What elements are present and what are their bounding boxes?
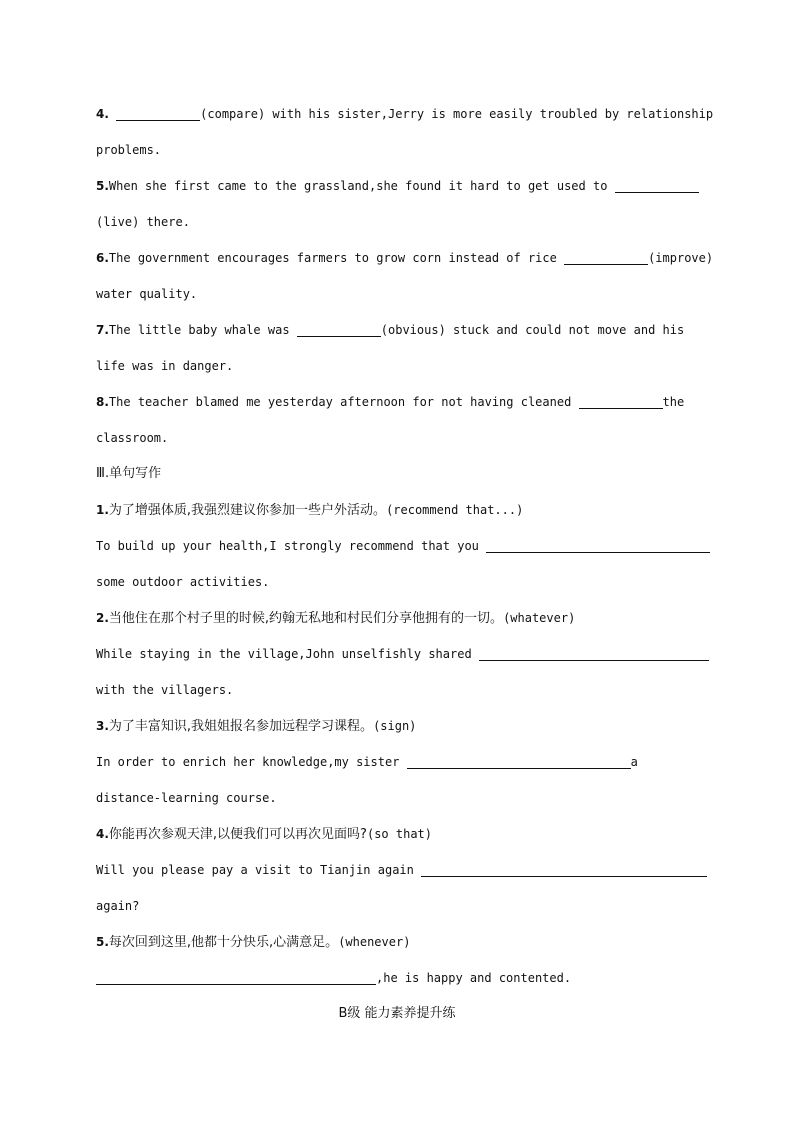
chinese-prompt: 你能再次参观天津,以便我们可以再次见面吗? [108, 827, 367, 842]
item-4-line1 [96, 96, 714, 132]
chinese-prompt: 当他住在那个村子里的时候,约翰无私地和村民们分享他拥有的一切。 [108, 611, 504, 626]
writing-4-line1 [96, 852, 706, 888]
writing-4-prompt [96, 816, 706, 852]
item-text: To build up your health,I strongly recommend that you [96, 539, 487, 553]
item-6-line1 [96, 240, 714, 276]
hint-text: (whenever) [338, 935, 411, 949]
answer-blank[interactable] [407, 754, 631, 769]
item-text-after: ,he is happy and contented. [376, 971, 572, 985]
item-text-after: (obvious) stuck and could not move and his [380, 323, 685, 337]
section-heading: Ⅲ.单句写作 [96, 466, 162, 481]
item-text: water quality. [96, 287, 198, 301]
answer-blank[interactable] [579, 394, 663, 409]
item-text: life was in danger. [96, 359, 234, 373]
section-footer-title: B级 能力素养提升练 [338, 1006, 456, 1021]
item-text: classroom. [96, 431, 169, 445]
item-text-after: the [662, 395, 685, 409]
writing-1-line2 [96, 564, 706, 600]
item-number: 4. [96, 827, 109, 841]
item-7-line2 [96, 348, 706, 384]
writing-2-line1 [96, 636, 706, 672]
item-text-after: (improve) [648, 251, 714, 265]
item-5-line1 [96, 168, 706, 204]
chinese-prompt: 为了增强体质,我强烈建议你参加一些户外活动。 [108, 503, 387, 518]
item-number: 5. [96, 179, 109, 193]
writing-4-line2 [96, 888, 706, 924]
answer-blank[interactable] [297, 322, 381, 337]
item-text: In order to enrich her knowledge,my sister [96, 755, 407, 769]
hint-text: (sign) [373, 719, 417, 733]
item-text: The government encourages farmers to grow corn instead of rice [108, 251, 565, 265]
writing-1-line1 [96, 528, 706, 564]
answer-blank[interactable] [421, 862, 707, 877]
item-text: Will you please pay a visit to Tianjin again [96, 863, 422, 877]
item-number: 3. [96, 719, 109, 733]
item-number: 1. [96, 503, 109, 517]
hint-text: (so that) [366, 827, 432, 841]
item-number: 4. [96, 107, 109, 121]
writing-3-line1 [96, 744, 706, 780]
item-5-line2 [96, 204, 706, 240]
item-text: When she first came to the grassland,she found it hard to get used to [108, 179, 615, 193]
answer-blank[interactable] [96, 970, 376, 985]
writing-1-prompt [96, 492, 706, 528]
writing-5-line1 [96, 960, 706, 996]
hint-text: (recommend that...) [386, 503, 524, 517]
chinese-prompt: 每次回到这里,他都十分快乐,心满意足。 [108, 935, 339, 950]
hint-text: (whatever) [503, 611, 576, 625]
item-text: (compare) with his sister,Jerry is more easily troubled by relationship [200, 107, 714, 121]
item-text: problems. [96, 143, 162, 157]
item-text-after: a [630, 755, 638, 769]
item-8-line1 [96, 384, 706, 420]
item-number: 2. [96, 611, 109, 625]
answer-blank[interactable] [486, 538, 710, 553]
item-number: 5. [96, 935, 109, 949]
writing-2-line2 [96, 672, 706, 708]
item-number: 6. [96, 251, 109, 265]
item-4-line2 [96, 132, 706, 168]
answer-blank[interactable] [479, 646, 709, 661]
item-text: The teacher blamed me yesterday afternoon for not having cleaned [108, 395, 579, 409]
writing-2-prompt [96, 600, 706, 636]
item-6-line2 [96, 276, 706, 312]
item-text: again? [96, 899, 140, 913]
item-8-line2 [96, 420, 706, 456]
item-text: (live) there. [96, 215, 190, 229]
item-7-line1 [96, 312, 706, 348]
item-number: 7. [96, 323, 109, 337]
writing-5-prompt [96, 924, 706, 960]
worksheet-page [96, 96, 714, 996]
answer-blank[interactable] [564, 250, 648, 265]
chinese-prompt: 为了丰富知识,我姐姐报名参加远程学习课程。 [108, 719, 374, 734]
answer-blank[interactable] [615, 178, 699, 193]
item-text: The little baby whale was [108, 323, 297, 337]
item-text: some outdoor activities. [96, 575, 270, 589]
writing-3-prompt [96, 708, 706, 744]
item-text: While staying in the village,John unselfishly shared [96, 647, 479, 661]
item-text: with the villagers. [96, 683, 234, 697]
writing-3-line2 [96, 780, 706, 816]
answer-blank[interactable] [116, 106, 200, 121]
item-text: distance-learning course. [96, 791, 277, 805]
item-number: 8. [96, 395, 109, 409]
